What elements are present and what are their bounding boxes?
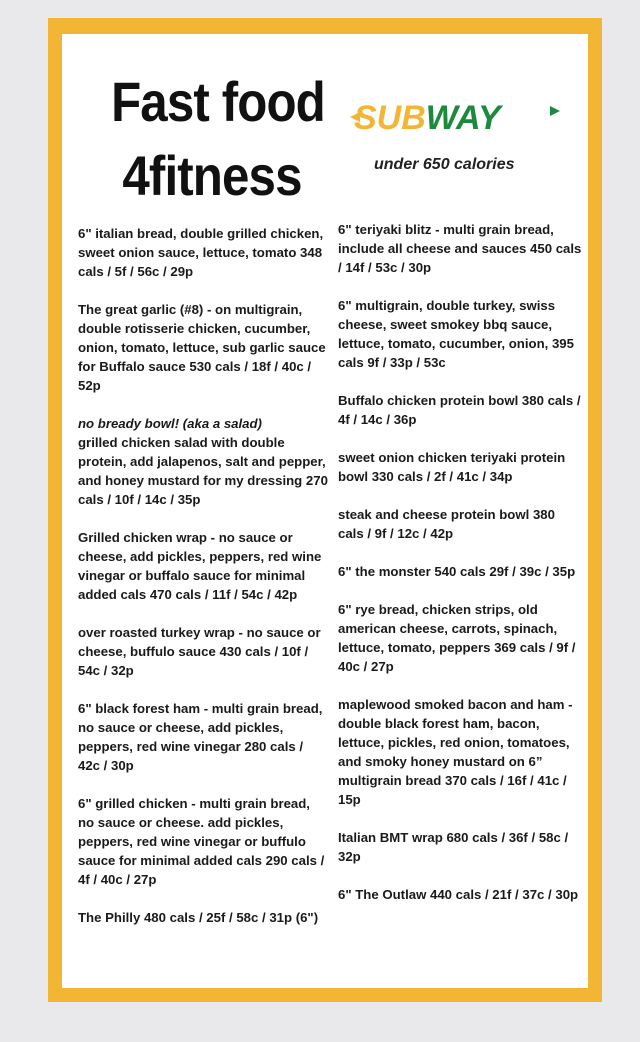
list-item [338,562,584,581]
item-text: 6" The Outlaw 440 cals / 21f / 37c / 30p [338,887,579,902]
infographic-card [48,18,602,1002]
list-item [78,528,328,604]
logo-arrow-left-icon [350,112,360,122]
right-column [338,220,584,923]
item-text: 6" black forest ham - multi grain bread, no sauce or cheese, add pickles, peppers, red wine vinegar 280 cals / 42c / 30p [78,701,323,773]
list-item [78,699,328,775]
item-text: 6" rye bread, chicken strips, old american cheese, carrots, spinach, lettuce, tomato, peppers 369 cals / 9f / 40c / 27p [338,602,576,674]
list-item [78,794,328,889]
item-text: The Philly 480 cals / 25f / 58c / 31p (6") [78,910,319,925]
item-text: 6" teriyaki blitz - multi grain bread, include all cheese and sauces 450 cals / 14f / 53c / 30p [338,222,582,275]
item-text: grilled chicken salad with double protein, add jalapenos, salt and pepper, and honey mustard for my dressing 270 cals / 10f / 14c / 35p [78,435,328,507]
item-lead: no bready bowl! (aka a salad) [78,416,262,431]
item-text: over roasted turkey wrap - no sauce or cheese, buffulo sauce 430 cals / 10f / 54c / 32p [78,625,321,678]
list-item [78,908,328,927]
logo-sub-text: SUB [354,99,426,137]
item-text: Buffalo chicken protein bowl 380 cals / 4f / 14c / 36p [338,393,581,427]
item-text: steak and cheese protein bowl 380 cals / 9f / 12c / 42p [338,507,555,541]
list-item [338,296,584,372]
item-text: 6" the monster 540 cals 29f / 39c / 35p [338,564,576,579]
list-item [78,224,328,281]
item-text: Italian BMT wrap 680 cals / 36f / 58c / 32p [338,830,569,864]
logo-way-text: WAY [425,99,501,137]
item-text: maplewood smoked bacon and ham - double black forest ham, bacon, lettuce, pickles, red onion, tomatoes, and smoky honey mustard on 6” multigrain bread 370 cals / 16f / 41c / 15p [338,697,573,807]
list-item [78,300,328,395]
item-text: 6" italian bread, double grilled chicken, sweet onion sauce, lettuce, tomato 348 cals / 5f / 56c / 29p [78,226,324,279]
list-item [338,220,584,277]
card-content [62,34,588,988]
list-item [78,414,328,509]
item-text: 6" grilled chicken - multi grain bread, no sauce or cheese. add pickles, peppers, red wine vinegar or buffulo sauce for minimal added cals 290 cals / 4f / 40c / 27p [78,796,325,887]
left-column [78,224,328,946]
list-item [338,600,584,676]
title-line-1: Fast food [111,70,325,133]
list-item [338,505,584,543]
list-item [338,391,584,429]
subtitle: under 650 calories [374,156,515,173]
title-line-2: 4fitness [122,144,302,207]
list-item [338,885,584,904]
list-item [338,448,584,486]
list-item [338,828,584,866]
item-text: sweet onion chicken teriyaki protein bowl 330 cals / 2f / 41c / 34p [338,450,566,484]
subway-logo [354,98,574,138]
list-item [78,623,328,680]
item-text: The great garlic (#8) - on multigrain, double rotisserie chicken, cucumber, onion, tomato, lettuce, sub garlic sauce for Buffalo sauce 530 cals / 18f / 40c / 52p [78,302,326,393]
item-text: 6" multigrain, double turkey, swiss cheese, sweet smokey bbq sauce, lettuce, tomato, cucumber, onion, 395 cals 9f / 33p / 53c [338,298,574,370]
list-item [338,695,584,809]
item-text: Grilled chicken wrap - no sauce or cheese, add pickles, peppers, red wine vinegar or buffalo sauce for minimal added cals 470 cals / 11f / 54c / 42p [78,530,322,602]
logo-arrow-right-icon [550,106,560,116]
